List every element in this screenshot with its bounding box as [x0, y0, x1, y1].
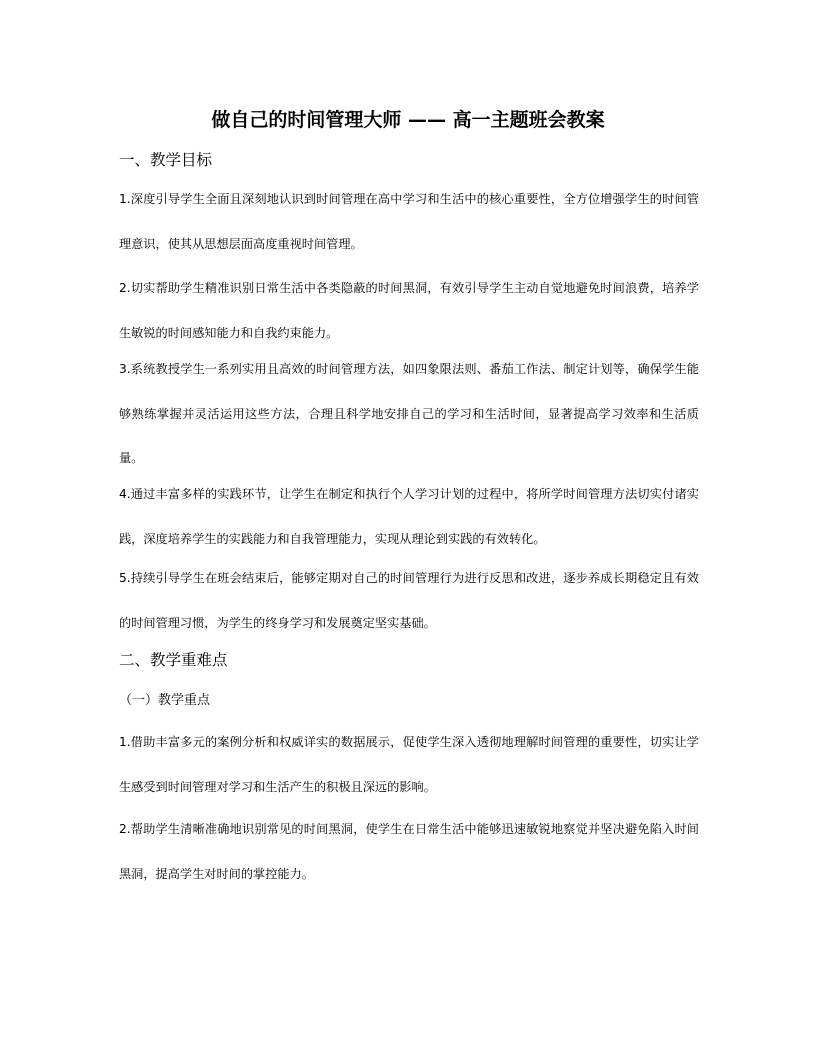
section-heading-objectives: 一、教学目标	[119, 151, 213, 169]
objective-paragraph-3: 3.系统教授学生一系列实用且高效的时间管理方法，如四象限法则、番茄工作法、制定计划等，确保学生能够熟练掌握并灵活运用这些方法，合理且科学地安排自己的学习和生活时间，显著提高学习效率和生活质量。	[119, 362, 699, 465]
focus-paragraph-2: 2.帮助学生清晰准确地识别常见的时间黑洞，使学生在日常生活中能够迅速敏锐地察觉并坚决避免陷入时间黑洞，提高学生对时间的掌控能力。	[119, 822, 699, 881]
subsection-heading-focus: （一）教学重点	[119, 693, 211, 708]
objective-paragraph-4: 4.通过丰富多样的实践环节，让学生在制定和执行个人学习计划的过程中，将所学时间管理方法切实付诸实践，深度培养学生的实践能力和自我管理能力，实现从理论到实践的有效转化。	[119, 487, 699, 546]
document-title: 做自己的时间管理大师 —— 高一主题班会教案	[211, 109, 605, 131]
objective-paragraph-1: 1.深度引导学生全面且深刻地认识到时间管理在高中学习和生活中的核心重要性，全方位增强学生的时间管理意识，使其从思想层面高度重视时间管理。	[119, 192, 699, 251]
objective-paragraph-2: 2.切实帮助学生精准识别日常生活中各类隐蔽的时间黑洞，有效引导学生主动自觉地避免时间浪费，培养学生敏锐的时间感知能力和自我约束能力。	[119, 281, 699, 340]
section-heading-key-points: 二、教学重难点	[119, 651, 228, 669]
objective-paragraph-5: 5.持续引导学生在班会结束后，能够定期对自己的时间管理行为进行反思和改进，逐步养成长期稳定且有效的时间管理习惯，为学生的终身学习和发展奠定坚实基础。	[119, 571, 699, 630]
focus-paragraph-1: 1.借助丰富多元的案例分析和权威详实的数据展示，促使学生深入透彻地理解时间管理的重要性，切实让学生感受到时间管理对学习和生活产生的积极且深远的影响。	[119, 735, 699, 794]
